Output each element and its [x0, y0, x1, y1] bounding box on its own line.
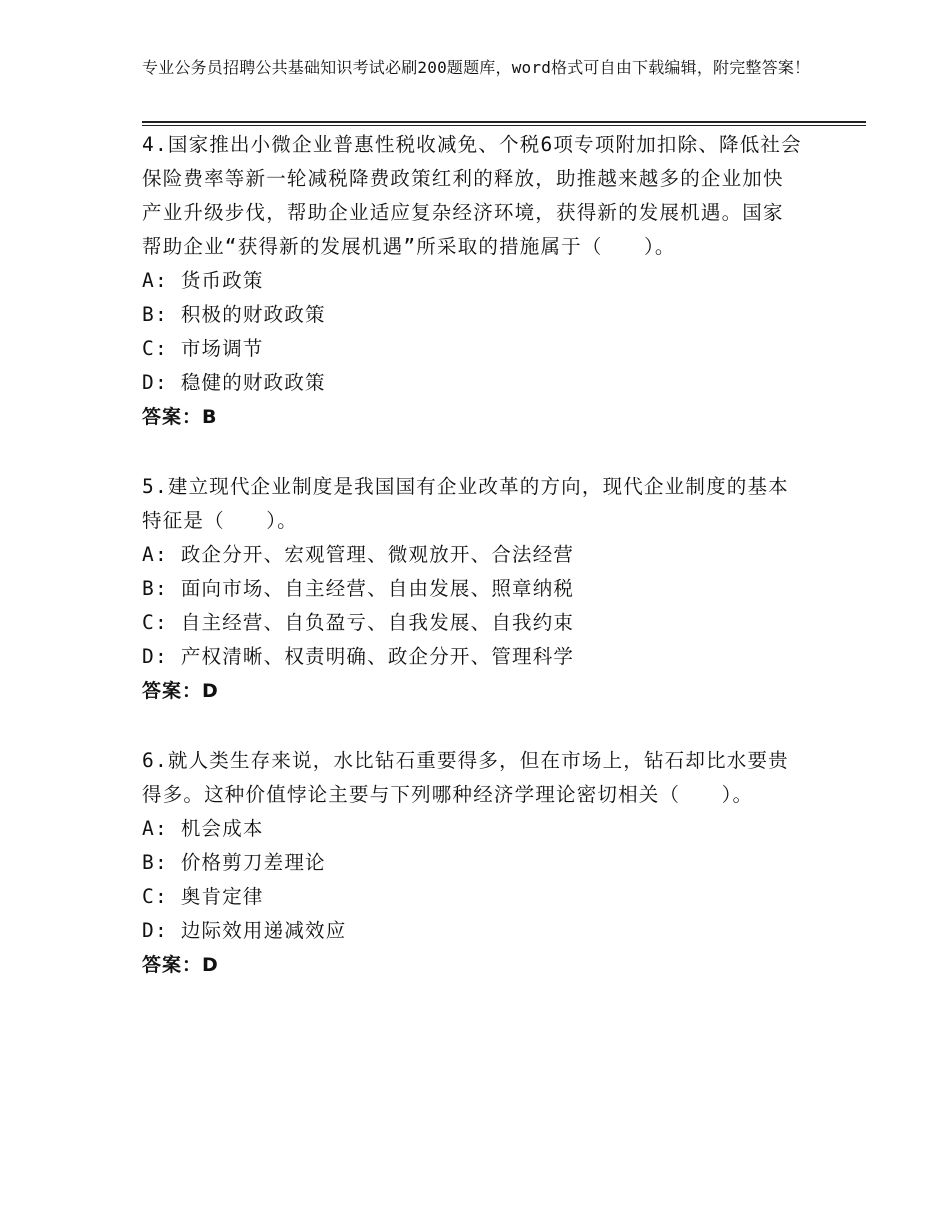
question-4 [142, 128, 802, 434]
option-b: B: 面向市场、自主经营、自由发展、照章纳税 [142, 577, 575, 600]
question-list [142, 128, 802, 1018]
answer-label: 答案：B [142, 406, 218, 428]
option-b: B: 价格剪刀差理论 [142, 851, 326, 874]
header-divider-thin [142, 125, 866, 126]
question-6 [142, 744, 802, 982]
option-a: A: 货币政策 [142, 269, 264, 292]
question-text: 6.就人类生存来说，水比钻石重要得多，但在市场上，钻石却比水要贵得多。这种价值悖论主要与下列哪种经济学理论密切相关（ ）。 [142, 749, 789, 806]
answer-label: 答案：D [142, 680, 219, 702]
option-a: A: 政企分开、宏观管理、微观放开、合法经营 [142, 543, 575, 566]
question-text: 5.建立现代企业制度是我国国有企业改革的方向，现代企业制度的基本特征是（ ）。 [142, 475, 789, 532]
option-b: B: 积极的财政政策 [142, 303, 326, 326]
header-text: 专业公务员招聘公共基础知识考试必刷200题题库，word格式可自由下载编辑，附完整答案！ [142, 58, 811, 77]
answer-label: 答案：D [142, 954, 219, 976]
question-text: 4.国家推出小微企业普惠性税收减免、个税6项专项附加扣除、降低社会保险费率等新一轮减税降费政策红利的释放，助推越来越多的企业加快产业升级步伐，帮助企业适应复杂经济环境，获得新的发展机遇。国家帮助企业“获得新的发展机遇”所采取的措施属于（ ）。 [142, 133, 802, 258]
header-divider [142, 121, 866, 123]
option-d: D: 稳健的财政政策 [142, 371, 326, 394]
option-c: C: 奥肯定律 [142, 885, 264, 908]
page-header [142, 56, 842, 79]
question-5 [142, 470, 802, 708]
option-a: A: 机会成本 [142, 817, 264, 840]
option-c: C: 市场调节 [142, 337, 264, 360]
option-d: D: 产权清晰、权责明确、政企分开、管理科学 [142, 645, 575, 668]
option-c: C: 自主经营、自负盈亏、自我发展、自我约束 [142, 611, 575, 634]
option-d: D: 边际效用递减效应 [142, 919, 347, 942]
